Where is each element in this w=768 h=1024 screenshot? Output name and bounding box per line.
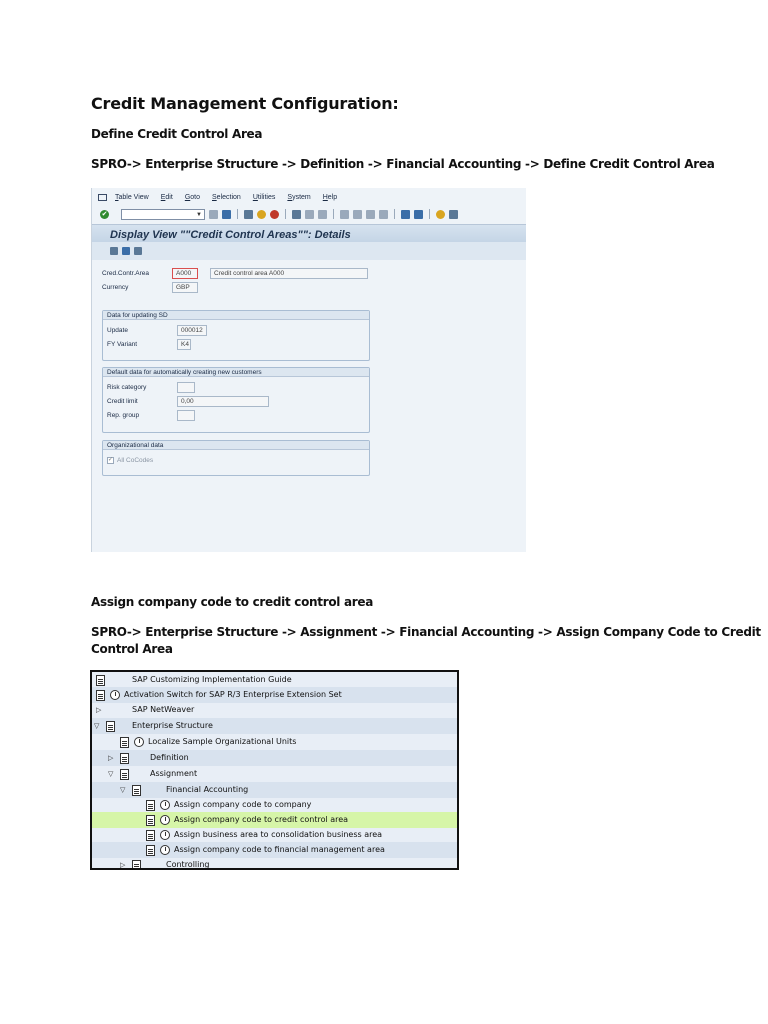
screen-title: Display View ""Credit Control Areas"": Details [110,229,351,241]
previous-page-icon[interactable] [353,210,362,219]
section1-heading: Define Credit Control Area [91,127,263,141]
document-icon [146,815,155,826]
sap-standard-toolbar [92,206,526,222]
sap-menu-bar [92,188,526,206]
document-icon [96,690,105,701]
document-icon [146,830,155,841]
all-cocodes-checkbox[interactable]: ✓ [108,457,114,463]
sap-img-tree-screenshot [90,670,459,870]
tree-row[interactable] [92,782,457,798]
menu-edit[interactable]: Edit [160,193,173,201]
tree-node-label: Assign company code to company [174,800,312,809]
expand-arrow-icon[interactable]: ▷ [120,861,126,869]
currency-field[interactable]: GBP [172,282,198,293]
section1-path: SPRO-> Enterprise Structure -> Definition -> Financial Accounting -> Define Credit Control Area [91,157,715,171]
collapse-arrow-icon[interactable]: ▽ [120,786,126,794]
credit-limit-field[interactable]: 0,00 [177,396,269,407]
tree-node-label: SAP NetWeaver [132,705,195,714]
layout-menu-icon[interactable] [449,210,458,219]
execute-clock-icon[interactable] [160,845,170,855]
execute-clock-icon[interactable] [160,815,170,825]
document-icon [132,860,141,870]
document-icon [120,753,129,764]
tree-row[interactable] [92,842,457,858]
page-title: Credit Management Configuration: [91,94,399,113]
tree-node-label: Enterprise Structure [132,721,213,730]
group-data-for-updating-sd [102,310,370,361]
tree-node-label: Assign company code to credit control area [174,815,349,824]
sap-credit-control-area-screenshot [91,188,526,552]
toolbar-separator [333,209,334,219]
save-icon[interactable] [222,210,231,219]
tree-row[interactable] [92,672,457,688]
tree-row[interactable] [92,687,457,703]
group-title: Default data for automatically creating new customers [103,368,369,377]
last-page-icon[interactable] [379,210,388,219]
document-icon [120,769,129,780]
back-icon[interactable] [244,210,253,219]
all-cocodes-label: All CoCodes [117,457,154,464]
execute-clock-icon[interactable] [160,830,170,840]
section2-heading: Assign company code to credit control area [91,595,374,609]
command-field[interactable] [121,209,205,220]
execute-clock-icon[interactable] [110,690,120,700]
risk-category-field[interactable] [177,382,195,393]
document-icon [96,675,105,686]
other-entry-icon[interactable] [122,247,130,255]
tree-row[interactable] [92,734,457,750]
tree-row[interactable] [92,718,457,734]
group-default-data [102,367,370,433]
tree-node-label: Assign company code to financial management area [174,845,385,854]
fy-variant-field[interactable]: K4 [177,339,191,350]
print-icon[interactable] [292,210,301,219]
rep-group-label: Rep. group [107,412,140,419]
find-icon[interactable] [305,210,314,219]
first-page-icon[interactable] [340,210,349,219]
menu-system[interactable]: System [287,193,311,201]
exit-icon[interactable] [257,210,266,219]
chevron-down-icon[interactable]: ▼ [196,211,202,218]
window-menu-icon[interactable] [98,194,107,201]
document-icon [146,800,155,811]
find-next-icon[interactable] [318,210,327,219]
toolbar-separator [394,209,395,219]
execute-clock-icon[interactable] [160,800,170,810]
tree-row[interactable] [92,766,457,782]
tree-node-label: Assign business area to consolidation business area [174,830,383,839]
rep-group-field[interactable] [177,410,195,421]
document-icon [106,721,115,732]
tree-row[interactable] [92,702,457,718]
execute-clock-icon[interactable] [134,737,144,747]
currency-label: Currency [102,284,129,291]
risk-category-label: Risk category [107,384,147,391]
cred-contr-area-field[interactable]: A000 [172,268,198,279]
new-session-icon[interactable] [401,210,410,219]
menu-goto[interactable]: Goto [184,193,200,201]
enter-check-icon[interactable]: ✔ [101,210,108,218]
group-title: Data for updating SD [103,311,369,320]
menu-table-view[interactable]: Table View [115,193,149,201]
tree-node-label: Assignment [150,769,198,778]
tree-node-label: Activation Switch for SAP R/3 Enterprise Extension Set [124,690,342,699]
tree-row[interactable] [92,857,457,870]
shortcut-icon[interactable] [414,210,423,219]
cred-contr-area-description: Credit control area A000 [210,268,368,279]
display-change-icon[interactable] [110,247,118,255]
details-icon[interactable] [134,247,142,255]
menu-selection[interactable]: Selection [212,193,241,201]
next-page-icon[interactable] [366,210,375,219]
application-toolbar [92,242,526,260]
group-organizational-data [102,440,370,476]
help-icon[interactable] [436,210,445,219]
cred-contr-area-label: Cred.Contr.Area [102,270,149,277]
expand-arrow-icon[interactable]: ▷ [108,754,114,762]
update-label: Update [107,327,128,334]
tree-node-label: Financial Accounting [166,785,249,794]
back-arrow-icon[interactable] [209,210,218,219]
toolbar-separator [237,209,238,219]
menu-utilities[interactable]: Utilities [252,193,276,201]
document-icon [132,785,141,796]
toolbar-separator [429,209,430,219]
screen-title-bar [92,224,526,242]
tree-node-label: Controlling [166,860,210,869]
tree-node-label: SAP Customizing Implementation Guide [132,675,292,684]
cancel-icon[interactable] [270,210,279,219]
tree-row-selected[interactable] [92,812,457,828]
credit-limit-label: Credit limit [107,398,138,405]
tree-row[interactable] [92,827,457,843]
collapse-arrow-icon[interactable]: ▽ [108,770,114,778]
section2-path-line1: SPRO-> Enterprise Structure -> Assignment -> Financial Accounting -> Assign Company Code to Credit [91,625,761,639]
document-icon [120,737,129,748]
document-icon [146,845,155,856]
menu-help[interactable]: Help [322,193,338,201]
update-field[interactable]: 000012 [177,325,207,336]
expand-arrow-icon[interactable]: ▷ [96,706,102,714]
tree-node-label: Definition [150,753,189,762]
tree-row[interactable] [92,797,457,813]
tree-node-label: Localize Sample Organizational Units [148,737,297,746]
group-title: Organizational data [103,441,369,450]
fy-variant-label: FY Variant [107,341,138,348]
toolbar-separator [285,209,286,219]
section2-path-line2: Control Area [91,642,173,656]
collapse-arrow-icon[interactable]: ▽ [94,722,100,730]
tree-row[interactable] [92,750,457,766]
